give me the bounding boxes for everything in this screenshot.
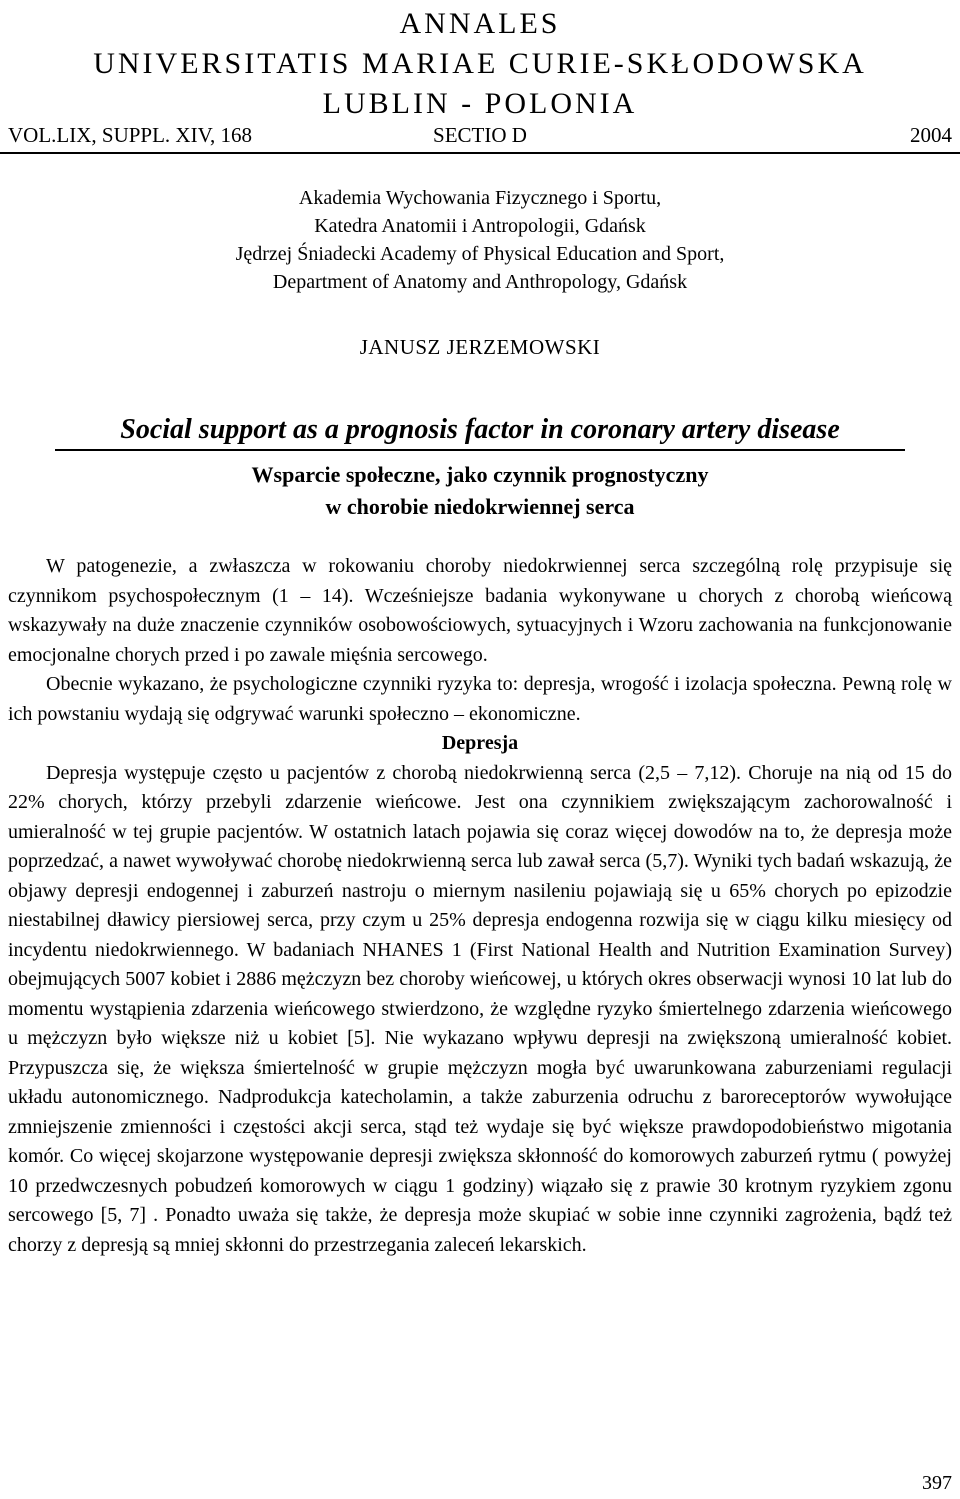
body-paragraph: Obecnie wykazano, że psychologiczne czynniki ryzyka to: depresja, wrogość i izolacja społeczna. Pewną rolę w ich powstaniu wydają się odgrywać warunki społeczno – ekonomiczne. [8, 673, 952, 725]
article-title-english: Social support as a prognosis factor in coronary artery disease [120, 414, 840, 445]
affiliation-line: Akademia Wychowania Fizycznego i Sportu, [298, 187, 662, 209]
section-label: SECTIO D [433, 123, 527, 147]
title-underline [55, 449, 905, 451]
affiliation-line: Department of Anatomy and Anthropology, Gdańsk [272, 271, 688, 293]
body-paragraph: W patogenezie, a zwłaszcza w rokowaniu choroby niedokrwiennej serca szczególną rolę przypisuje się czynnikom psychospołecznym (1 – 14). Wcześniejsze badania wykonywane u chorych z chorobą wieńcową wskazywały na duże znaczenie czynników osobowościowych, sytuacyjnych i Wzoru zachowania na funkcjonowanie emocjonalne chorych przed i po zawale mięśnia sercowego. [8, 555, 952, 666]
title-polish-line: w chorobie niedokrwiennej serca [325, 494, 635, 519]
title-polish-line: Wsparcie społeczne, jako czynnik prognostyczny [251, 462, 709, 487]
page-number: 397 [922, 1472, 952, 1494]
journal-title-line-2: UNIVERSITATIS MARIAE CURIE-SKŁODOWSKA [93, 47, 867, 80]
journal-title-line-1: ANNALES [399, 7, 561, 40]
article-title-polish [0, 459, 960, 523]
publication-year: 2004 [910, 123, 952, 147]
body-paragraph: Depresja występuje często u pacjentów z chorobą niedokrwienną serca (2,5 – 7,12). Choruje na nią od 15 do 22% chorych, którzy przebyli zdarzenie wieńcowe. Jest ona czynnikiem zwiększającym zachorowalność i umieralność w tej grupie pacjentów. W ostatnich latach pojawia się coraz więcej dowodów na to, że depresja może poprzedzać, a nawet wywoływać chorobę niedokrwienną serca lub zawał serca (5,7). Wyniki tych badań wskazują, że objawy depresji endogennej i zaburzeń nastroju o miernym nasileniu pojawiają się u 65% chorych po epizodzie niestabilnej dławicy piersiowej serca, przy czym u 25% depresja endogenna rozwija się w ciągu kilku miesięcy od incydentu niedokrwiennego. W badaniach NHANES 1 (First National Health and Nutrition Examination Survey) obejmujących 5007 kobiet i 2886 mężczyzn bez choroby wieńcowej, u których okres obserwacji wynosi 10 lat lub do momentu wystąpienia zdarzenia wieńcowego stwierdzono, że względne ryzyko śmiertelnego zdarzenia wieńcowego u mężczyzn było większe niż u kobiet [5]. Nie wykazano wpływu depresji na zwiększoną umieralność kobiet. Przypuszcza się, że większa śmiertelność w grupie mężczyzn mogła być uwarunkowana zaburzeniami regulacji układu autonomicznego. Nadprodukcja katecholamin, a także zaburzenia odruchu z baroreceptorów wywołujące zmniejszenie zmienności i częstości akcji serca, stąd też wydaje się być większe prawdopodobieństwo migotania komór. Co więcej skojarzone występowanie depresji zwiększa skłonność do komorowych zaburzeń rytmu ( powyżej 10 przedwczesnych pobudzeń komorowych w ciągu 1 godziny) wiązało się z prawie 30 krotnym ryzykiem zgonu sercowego [5, 7] . Ponadto uważa się także, że depresja może skupiać w sobie inne czynniki zagrożenia, bądź też chorzy z depresją są mniej skłonni do przestrzegania zaleceń lekarskich. [8, 761, 952, 1256]
article-body [8, 552, 952, 1260]
journal-location-line: LUBLIN - POLONIA [322, 87, 638, 120]
affiliation-line: Jędrzej Śniadecki Academy of Physical Education and Sport, [235, 243, 725, 265]
author-name: JANUSZ JERZEMOWSKI [359, 335, 601, 359]
volume-info: VOL.LIX, SUPPL. XIV, 168 [8, 123, 253, 147]
header-divider [0, 152, 960, 154]
affiliation-line: Katedra Anatomii i Antropologii, Gdańsk [314, 215, 646, 237]
affiliation-block [0, 184, 960, 296]
section-heading: Depresja [441, 732, 519, 754]
